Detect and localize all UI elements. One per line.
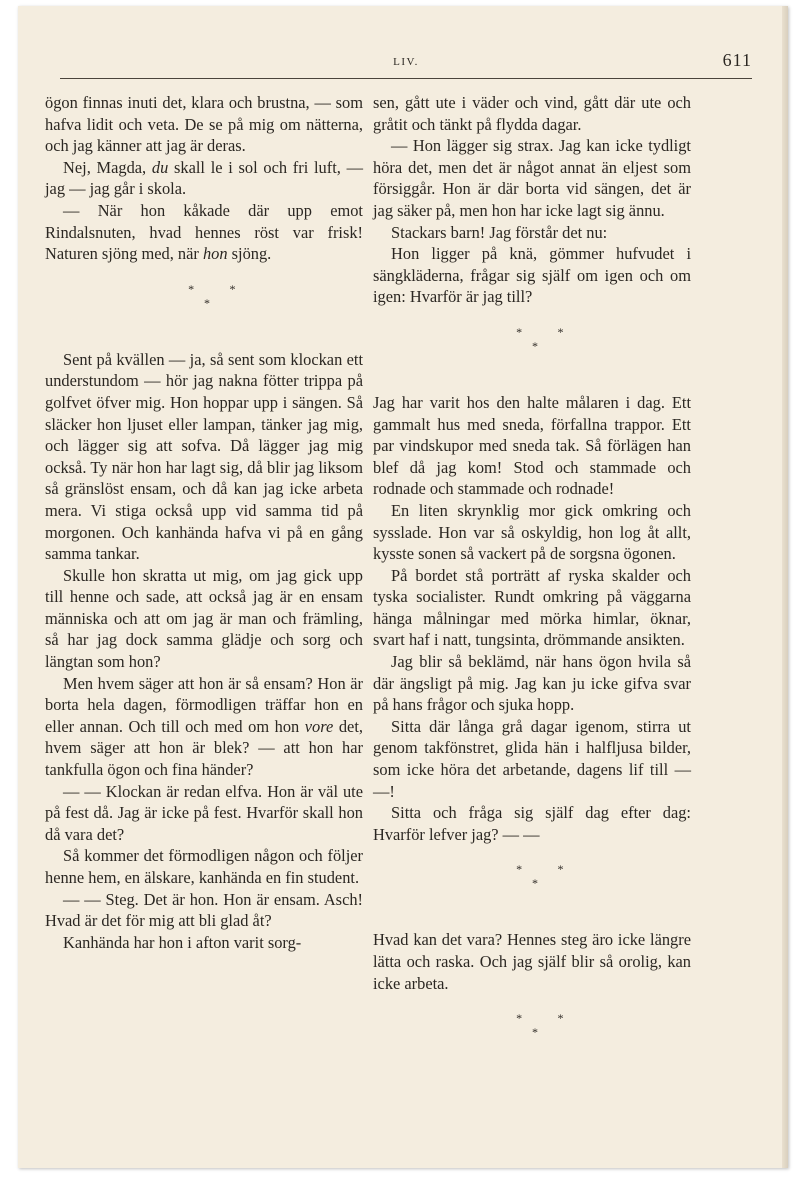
paragraph: På bordet stå porträtt af ryska skalder och tyska socialister. Rundt omkring på väggarna hänga målningar med mörka himlar, öknar, svart haf i natt, tungsinta, drömmande ansikten. [373,565,691,650]
emphasis: du [151,157,169,177]
paragraph: Men hvem säger att hon är så ensam? Hon är borta hela dagen, förmodligen träffar hon en eller annan. Och till och med om hon vore det, hvem säger att hon är blek? — att hon har tankfulla ögon och fina händer? [45,673,363,780]
page-edge [782,6,788,1168]
paragraph: Hon ligger på knä, gömmer hufvudet i sängkläderna, frågar sig själf om igen och om igen: Hvarför är jag till? [373,244,691,307]
section-break-asterism: * * * [516,862,564,891]
paragraph: Sitta där långa grå dagar igenom, stirra ut genom takfönstret, glida hän i halfljusa bilder, som icke höra det arbetande, dagens lif till — —! [373,716,691,801]
paragraph: Kanhända har hon i afton varit sorg- [63,932,302,952]
paragraph: sen, gått ute i väder och vind, gått där ute och gråtit och tänkt på flydda dagar. [373,93,691,134]
paragraph: Jag blir så beklämd, när hans ögon hvila så där ängsligt på mig. Jag kan ju icke gifva svar på hans frågor och sjuka hopp. [373,652,691,715]
running-header [60,50,752,79]
paragraph: Sitta och fråga sig själf dag efter dag: Hvarför lefver jag? — — [373,803,691,844]
paragraph: — När hon kåkade där upp emot Rindalsnuten, hvad hennes röst var frisk! Naturen sjöng med, när hon sjöng. [45,200,363,264]
section-break-asterism: * * * [188,281,236,310]
book-page [18,6,788,1168]
paragraph: Hvad kan det vara? Hennes steg äro icke längre lätta och raska. Och jag själf blir så orolig, kan icke arbeta. [373,930,691,993]
paragraph: ögon finnas inuti det, klara och brustna, — som hafva lidit och veta. De se på mig om nätterna, och jag känner att jag är deras. [45,93,363,156]
paragraph: — — Klockan är redan elfva. Hon är väl ute på fest då. Jag är icke på fest. Hvarför skall hon då vara det? [45,781,363,844]
right-column [373,92,691,1078]
emphasis: hon [202,244,228,264]
paragraph: Nej, Magda, du skall le i sol och fri luft, — jag — jag går i skola. [45,157,363,199]
paragraph: Stackars barn! Jag förstår det nu: [391,222,608,242]
paragraph: Jag har varit hos den halte målaren i dag. Ett gammalt hus med sneda, förfallna trappor. Ett par vindskupor med sneda tak. Så förlägen han blef då jag kom! Stod och stammade och rodnade och stammade och rodnade! [373,392,691,499]
section-break-asterism: * * * [516,324,564,353]
emphasis: vore [304,716,334,736]
paragraph: Sent på kvällen — ja, så sent som klockan ett understundom — hör jag nakna fötter trippa på golfvet öfver mig. Hon hoppar upp i sängen. Så släcker hon ljuset eller lampan, tänker jag mig, och lägger sig att sofva. Då lägger jag mig också. Ty när hon har lagt sig, då blir jag liksom så gränslöst ensam, och då kan jag icke arbeta mera. Vi stiga också upp vid samma tid på morgonen. Och kanhända hafva vi på en gång samma tankar. [45,349,363,564]
paragraph: — Hon lägger sig strax. Jag kan icke tydligt höra det, men det är något annat än eljest som försiggår. Hon är där borta vid sängen, det är jag säker på, men hon har icke lagt sig ännu. [373,136,691,220]
section-break-asterism: * * * [516,1011,564,1040]
paragraph: Skulle hon skratta ut mig, om jag gick upp till henne och sade, att också jag är en ensam människa och att om jag är man och främling, så har jag dock samma glädje och sorg och längtan som hon? [45,565,363,672]
paragraph: Så kommer det förmodligen någon och följer henne hem, en älskare, kanhända en fin student. [45,846,363,887]
page-number: 611 [722,50,752,70]
paragraph: En liten skrynklig mor gick omkring och sysslade. Hon var så oskyldig, hon log åt allt, kysste sonen så vackert på de sorgsna ögonen. [373,500,691,564]
paragraph: — — Steg. Det är hon. Hon är ensam. Asch! Hvad är det för mig att bli glad åt? [45,889,363,931]
left-column [45,92,363,953]
running-title: LIV. [393,56,419,68]
